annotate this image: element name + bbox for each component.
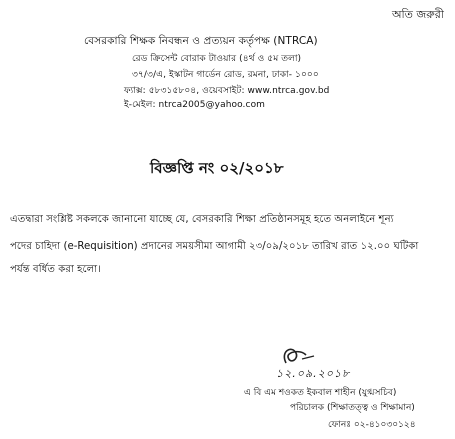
fax-website: ফ্যাক্স: ৫৮৩১৫৮০৪, ওয়েবসাইট: www.ntrca.gov.bd — [124, 86, 330, 96]
body-line-2: পদের চাহিদা (e-Requisition) প্রদানের সময়সীমা আগামী ২৩/০৯/২০১৮ তারিখ রাত ১২.০০ ঘটিকা — [10, 241, 419, 252]
signature-date: ১২.০৯.২০১৮ — [276, 367, 351, 380]
building-address: রেড ক্রিসেন্ট বোরাক টাওয়ার (৪র্থ ও ৫ম তলা) — [132, 54, 302, 64]
street-address: ৩৭/৩/এ, ইস্কাটন গার্ডেন রোড, রমনা, ঢাকা- ১০০০ — [132, 70, 319, 80]
signatory-name: এ বি এম শওকত ইকবাল শাহীন (যুগ্মসচিব) — [244, 388, 397, 398]
signatory-designation: পরিচালক (শিক্ষাতত্ত্ব ও শিক্ষামান) — [290, 403, 415, 413]
signatory-phone: ফোনঃ ০২-৪১০৩০১২৪ — [328, 420, 416, 430]
urgency-label: অতি জরুরী — [392, 8, 444, 21]
organization-name: বেসরকারি শিক্ষক নিবন্ধন ও প্রত্যয়ন কর্তৃপক্ষ (NTRCA) — [84, 35, 318, 47]
body-line-3: পর্যন্ত বর্ধিত করা হলো। — [10, 264, 101, 275]
body-line-1: এতদ্বারা সংশ্লিষ্ট সকলকে জানানো যাচ্ছে যে, বেসরকারি শিক্ষা প্রতিষ্ঠানসমূহ হতে অনলাইনে শূন্য — [10, 214, 394, 225]
email-address: ই-মেইল: ntrca2005@yahoo.com — [124, 100, 266, 110]
notice-title: বিজ্ঞপ্তি নং ০২/২০১৮ — [150, 159, 284, 177]
